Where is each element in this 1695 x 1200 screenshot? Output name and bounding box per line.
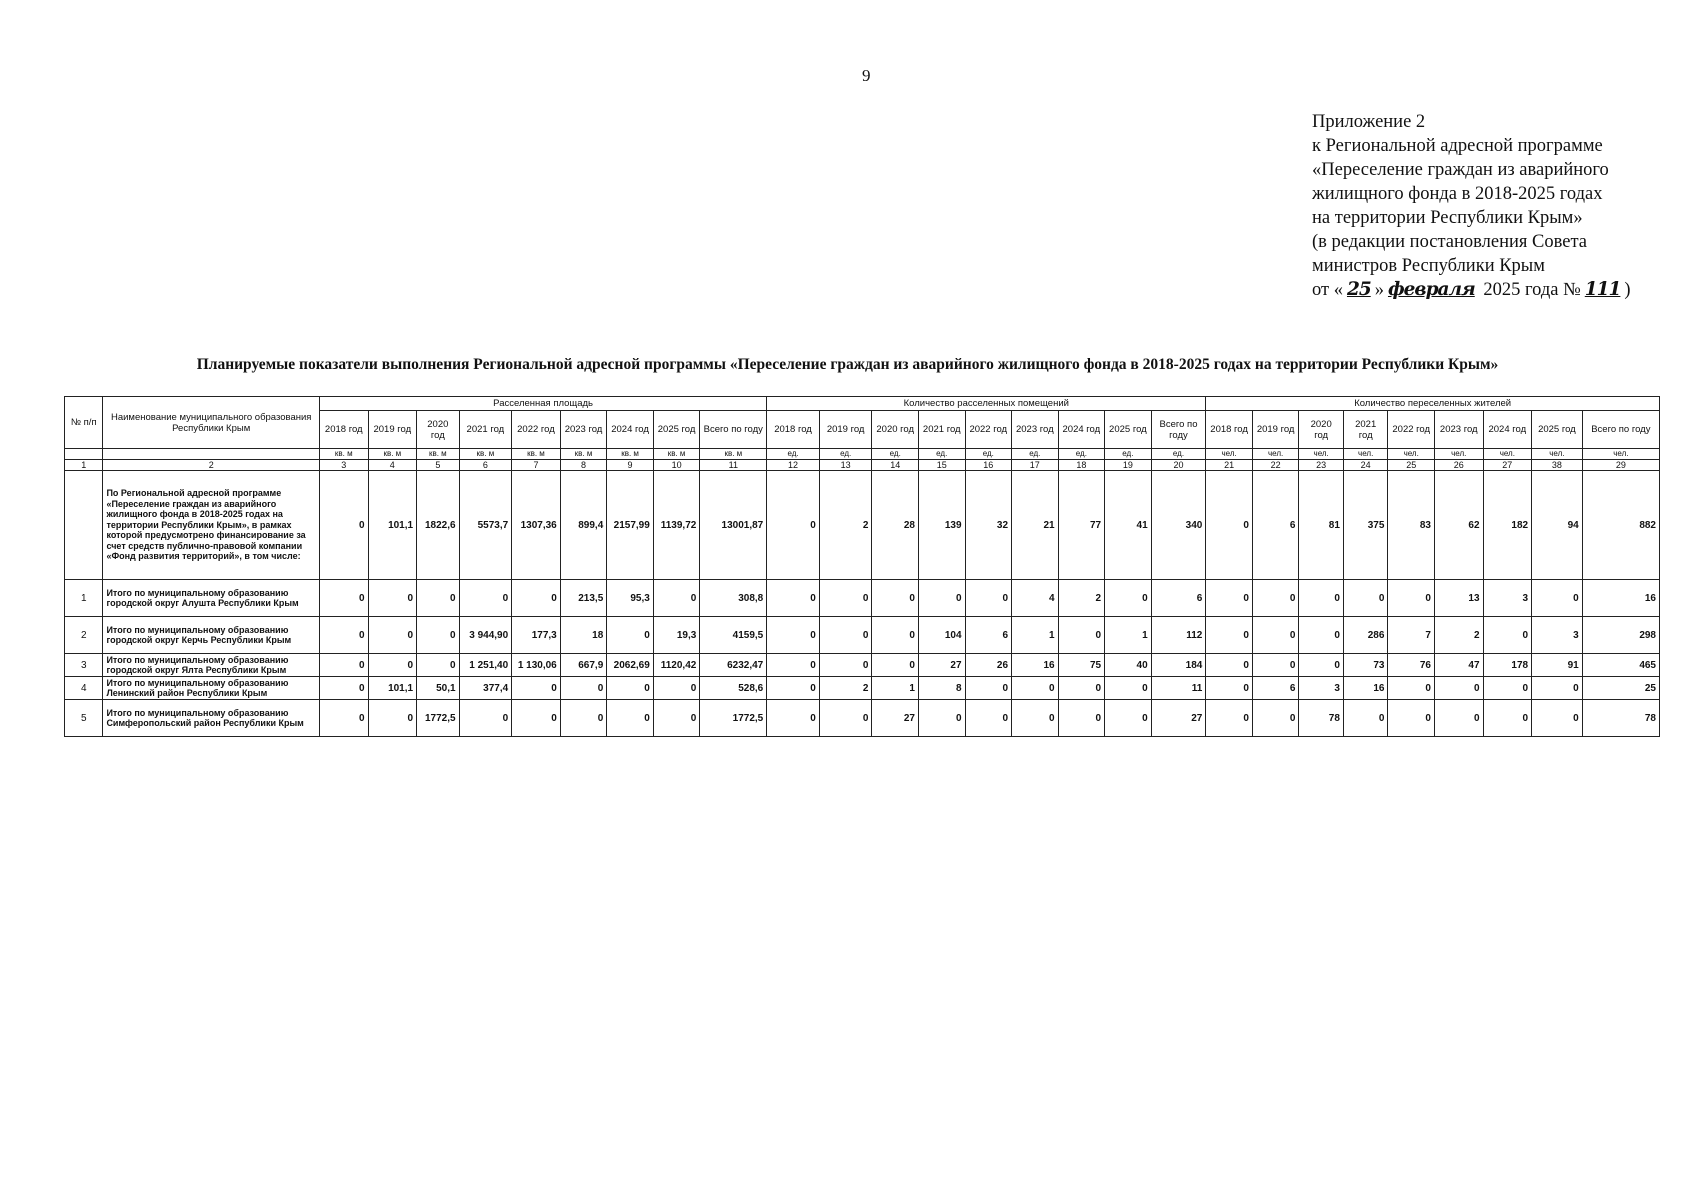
residents-value: 375 [1343,471,1388,580]
area-value: 1772,5 [417,700,459,737]
row-index: 2 [65,617,103,654]
premises-value: 0 [965,700,1012,737]
area-value: 0 [417,654,459,677]
area-value: 0 [319,471,368,580]
column-number-row [65,460,1660,471]
premises-value: 0 [872,580,919,617]
area-value: 0 [368,654,417,677]
residents-value: 0 [1483,677,1532,700]
column-number: 22 [1252,460,1299,471]
year-header: 2025 год [653,411,700,449]
column-number: 24 [1343,460,1388,471]
area-value: 6232,47 [700,654,767,677]
unit-cell: кв. м [700,449,767,460]
area-value: 0 [319,700,368,737]
column-number: 15 [918,460,965,471]
approval-day: 25 [1346,279,1371,300]
residents-value: 0 [1483,617,1532,654]
unit-row [65,449,1660,460]
row-index: 3 [65,654,103,677]
area-value: 0 [607,617,654,654]
unit-cell: чел. [1206,449,1253,460]
premises-value: 32 [965,471,1012,580]
area-value: 0 [368,617,417,654]
unit-cell [65,449,103,460]
residents-value: 0 [1434,677,1483,700]
premises-value: 0 [872,654,919,677]
premises-value: 75 [1058,654,1105,677]
column-number: 9 [607,460,654,471]
residents-value: 0 [1206,580,1253,617]
area-value: 177,3 [512,617,561,654]
residents-value: 83 [1388,471,1435,580]
municipality-name: Итого по муниципальному образованию городской округ Ялта Республики Крым [103,654,320,677]
area-value: 213,5 [560,580,607,617]
unit-cell: кв. м [319,449,368,460]
column-number: 5 [417,460,459,471]
unit-cell: чел. [1299,449,1344,460]
area-value: 2062,69 [607,654,654,677]
municipality-name: Итого по муниципальному образованию городской округ Керчь Республики Крым [103,617,320,654]
appendix-line: к Региональной адресной программе [1312,136,1603,156]
premises-value: 0 [819,580,872,617]
residents-value: 3 [1483,580,1532,617]
residents-value: 0 [1388,580,1435,617]
column-number: 7 [512,460,561,471]
premises-value: 340 [1151,471,1206,580]
group-header-residents: Количество переселенных жителей [1206,397,1660,411]
row-index: 1 [65,580,103,617]
area-value: 1 251,40 [459,654,512,677]
premises-value: 2 [819,677,872,700]
residents-value: 182 [1483,471,1532,580]
area-value: 0 [653,677,700,700]
residents-value: 0 [1388,700,1435,737]
residents-value: 2 [1434,617,1483,654]
unit-cell: ед. [767,449,820,460]
area-value: 1120,42 [653,654,700,677]
year-header: 2022 год [512,411,561,449]
appendix-line: на территории Республики Крым» [1312,208,1583,228]
area-value: 0 [459,700,512,737]
appendix-line: жилищного фонда в 2018-2025 годах [1312,184,1603,204]
premises-value: 2 [819,471,872,580]
residents-value: 0 [1388,677,1435,700]
residents-value: 16 [1343,677,1388,700]
residents-value: 0 [1252,580,1299,617]
residents-value: 0 [1252,700,1299,737]
premises-value: 0 [767,677,820,700]
year-header: 2025 год [1105,411,1152,449]
area-value: 0 [560,677,607,700]
appendix-line: министров Республики Крым [1312,256,1545,276]
unit-cell: кв. м [560,449,607,460]
year-header: 2024 год [1483,411,1532,449]
year-header: 2018 год [319,411,368,449]
premises-value: 0 [965,677,1012,700]
premises-value: 21 [1012,471,1059,580]
premises-value: 16 [1012,654,1059,677]
residents-value: 882 [1582,471,1659,580]
total-header: Всего по году [1151,411,1206,449]
premises-value: 0 [1105,580,1152,617]
table-row [65,654,1660,677]
appendix-line: Приложение 2 [1312,112,1426,132]
premises-value: 77 [1058,471,1105,580]
residents-value: 0 [1206,471,1253,580]
column-number: 1 [65,460,103,471]
year-header: 2019 год [368,411,417,449]
area-value: 0 [653,700,700,737]
premises-value: 1 [1012,617,1059,654]
approval-suffix: ) [1624,280,1631,300]
appendix-line: (в редакции постановления Совета [1312,232,1587,252]
premises-value: 0 [767,471,820,580]
premises-value: 0 [819,654,872,677]
residents-value: 0 [1532,677,1583,700]
area-value: 308,8 [700,580,767,617]
area-value: 1139,72 [653,471,700,580]
municipality-name: Итого по муниципальному образованию городской округ Алушта Республики Крым [103,580,320,617]
header-name: Наименование муниципального образования Республики Крым [103,397,320,449]
unit-cell: ед. [1058,449,1105,460]
appendix-block [1312,110,1631,302]
column-number: 12 [767,460,820,471]
area-value: 1772,5 [700,700,767,737]
residents-value: 0 [1434,700,1483,737]
unit-cell: чел. [1343,449,1388,460]
unit-cell [103,449,320,460]
premises-value: 139 [918,471,965,580]
column-number: 6 [459,460,512,471]
year-header: 2020 год [1299,411,1344,449]
column-number: 2 [103,460,320,471]
residents-value: 94 [1532,471,1583,580]
unit-cell: ед. [872,449,919,460]
premises-value: 0 [767,700,820,737]
premises-value: 27 [872,700,919,737]
year-header: 2023 год [1434,411,1483,449]
premises-value: 1 [872,677,919,700]
residents-value: 0 [1299,580,1344,617]
unit-cell: чел. [1252,449,1299,460]
premises-value: 4 [1012,580,1059,617]
unit-cell: ед. [1151,449,1206,460]
unit-cell: чел. [1388,449,1435,460]
residents-value: 0 [1252,654,1299,677]
area-value: 0 [607,700,654,737]
area-value: 4159,5 [700,617,767,654]
unit-cell: чел. [1582,449,1659,460]
residents-value: 25 [1582,677,1659,700]
area-value: 18 [560,617,607,654]
area-value: 13001,87 [700,471,767,580]
area-value: 2157,99 [607,471,654,580]
column-number: 38 [1532,460,1583,471]
residents-value: 465 [1582,654,1659,677]
approval-prefix: от « [1312,280,1343,300]
row-index [65,471,103,580]
area-value: 1822,6 [417,471,459,580]
group-header-area: Расселенная площадь [319,397,766,411]
residents-value: 0 [1299,654,1344,677]
area-value: 0 [417,580,459,617]
unit-cell: ед. [819,449,872,460]
area-value: 899,4 [560,471,607,580]
residents-value: 0 [1532,580,1583,617]
residents-value: 0 [1206,677,1253,700]
premises-value: 2 [1058,580,1105,617]
year-header: 2019 год [1252,411,1299,449]
residents-value: 0 [1206,700,1253,737]
municipality-name: Итого по муниципальному образованию Симферопольский район Республики Крым [103,700,320,737]
area-value: 0 [417,617,459,654]
unit-cell: ед. [1105,449,1152,460]
area-value: 0 [607,677,654,700]
area-value: 95,3 [607,580,654,617]
area-value: 0 [459,580,512,617]
residents-value: 298 [1582,617,1659,654]
column-number: 13 [819,460,872,471]
year-header: 2018 год [767,411,820,449]
premises-value: 0 [1105,700,1152,737]
year-header: 2023 год [1012,411,1059,449]
residents-value: 3 [1532,617,1583,654]
premises-value: 0 [819,617,872,654]
premises-value: 6 [1151,580,1206,617]
column-number: 17 [1012,460,1059,471]
residents-value: 16 [1582,580,1659,617]
premises-value: 27 [1151,700,1206,737]
residents-value: 73 [1343,654,1388,677]
unit-cell: кв. м [417,449,459,460]
unit-cell: кв. м [512,449,561,460]
indicators-table [64,396,1660,737]
approval-mid: » [1374,280,1384,300]
approval-number: 111 [1584,279,1621,300]
premises-value: 184 [1151,654,1206,677]
column-number: 4 [368,460,417,471]
premises-value: 6 [965,617,1012,654]
unit-cell: чел. [1434,449,1483,460]
premises-value: 40 [1105,654,1152,677]
premises-value: 41 [1105,471,1152,580]
residents-value: 78 [1299,700,1344,737]
residents-value: 62 [1434,471,1483,580]
premises-value: 0 [1058,677,1105,700]
approval-year: 2025 года № [1483,280,1581,300]
unit-cell: кв. м [607,449,654,460]
premises-value: 0 [1105,677,1152,700]
residents-value: 0 [1532,700,1583,737]
approval-month: февраля [1387,279,1475,300]
premises-value: 0 [1012,700,1059,737]
area-value: 667,9 [560,654,607,677]
table-total-row [65,471,1660,580]
unit-cell: кв. м [459,449,512,460]
unit-cell: ед. [965,449,1012,460]
column-number: 8 [560,460,607,471]
appendix-line: «Переселение граждан из аварийного [1312,160,1609,180]
column-number: 16 [965,460,1012,471]
premises-value: 0 [918,700,965,737]
residents-value: 178 [1483,654,1532,677]
year-header: 2024 год [607,411,654,449]
residents-value: 3 [1299,677,1344,700]
column-number: 29 [1582,460,1659,471]
table-row [65,580,1660,617]
premises-value: 28 [872,471,919,580]
table-body [65,471,1660,737]
residents-value: 81 [1299,471,1344,580]
unit-cell: ед. [918,449,965,460]
area-value: 0 [653,580,700,617]
year-header: 2022 год [1388,411,1435,449]
premises-value: 0 [767,654,820,677]
area-value: 50,1 [417,677,459,700]
column-number: 3 [319,460,368,471]
year-header: 2021 год [918,411,965,449]
column-number: 14 [872,460,919,471]
premises-value: 1 [1105,617,1152,654]
residents-value: 286 [1343,617,1388,654]
year-header: 2020 год [872,411,919,449]
residents-value: 0 [1206,617,1253,654]
column-number: 19 [1105,460,1152,471]
unit-cell: чел. [1483,449,1532,460]
column-number: 26 [1434,460,1483,471]
residents-value: 0 [1252,617,1299,654]
premises-value: 0 [918,580,965,617]
unit-cell: ед. [1012,449,1059,460]
premises-value: 0 [767,617,820,654]
table-row [65,700,1660,737]
year-header: 2019 год [819,411,872,449]
year-header: 2021 год [1343,411,1388,449]
area-value: 0 [368,580,417,617]
column-number: 10 [653,460,700,471]
year-header: 2018 год [1206,411,1253,449]
document-title: Планируемые показатели выполнения Региональной адресной программы «Переселение граждан из аварийного жилищного фонда в 2018-2025 годах на территории Республики Крым» [196,356,1499,373]
year-header: 2024 год [1058,411,1105,449]
premises-value: 0 [1058,617,1105,654]
total-header: Всего по году [1582,411,1659,449]
premises-value: 112 [1151,617,1206,654]
premises-value: 0 [965,580,1012,617]
residents-value: 6 [1252,471,1299,580]
municipality-name: Итого по муниципальному образованию Ленинский район Республики Крым [103,677,320,700]
row-index: 5 [65,700,103,737]
header-num: № п/п [65,397,103,449]
premises-value: 27 [918,654,965,677]
residents-value: 91 [1532,654,1583,677]
approval-line [1312,278,1631,302]
premises-value: 0 [872,617,919,654]
residents-value: 7 [1388,617,1435,654]
unit-cell: кв. м [653,449,700,460]
premises-value: 0 [819,700,872,737]
group-header-premises: Количество расселенных помещений [767,397,1206,411]
residents-value: 13 [1434,580,1483,617]
area-value: 3 944,90 [459,617,512,654]
year-header: 2021 год [459,411,512,449]
premises-value: 11 [1151,677,1206,700]
premises-value: 8 [918,677,965,700]
area-value: 528,6 [700,677,767,700]
year-header: 2023 год [560,411,607,449]
municipality-name: По Региональной адресной программе «Переселение граждан из аварийного жилищного фонда в 2018-2025 годах на территории Республики Крым», в рамках которой предусмотрено финансирование за счет средств публично-правовой компании «Фонд развития территорий», в том числе: [103,471,320,580]
area-value: 0 [512,700,561,737]
residents-value: 0 [1483,700,1532,737]
area-value: 0 [319,580,368,617]
area-value: 0 [512,580,561,617]
area-value: 101,1 [368,471,417,580]
year-header: 2022 год [965,411,1012,449]
residents-value: 0 [1343,700,1388,737]
residents-value: 76 [1388,654,1435,677]
area-value: 0 [319,654,368,677]
column-number: 20 [1151,460,1206,471]
residents-value: 6 [1252,677,1299,700]
area-value: 0 [560,700,607,737]
area-value: 19,3 [653,617,700,654]
residents-value: 78 [1582,700,1659,737]
premises-value: 0 [1012,677,1059,700]
unit-cell: чел. [1532,449,1583,460]
column-number: 11 [700,460,767,471]
area-value: 0 [319,617,368,654]
premises-value: 26 [965,654,1012,677]
total-header: Всего по году [700,411,767,449]
area-value: 0 [319,677,368,700]
table-row [65,677,1660,700]
column-number: 25 [1388,460,1435,471]
table-row [65,617,1660,654]
area-value: 1307,36 [512,471,561,580]
column-number: 18 [1058,460,1105,471]
residents-value: 0 [1343,580,1388,617]
area-value: 101,1 [368,677,417,700]
unit-cell: кв. м [368,449,417,460]
premises-value: 0 [1058,700,1105,737]
year-header: 2020 год [417,411,459,449]
area-value: 0 [512,677,561,700]
residents-value: 47 [1434,654,1483,677]
area-value: 5573,7 [459,471,512,580]
area-value: 1 130,06 [512,654,561,677]
residents-value: 0 [1299,617,1344,654]
residents-value: 0 [1206,654,1253,677]
area-value: 377,4 [459,677,512,700]
row-index: 4 [65,677,103,700]
premises-value: 0 [767,580,820,617]
table-head [65,397,1660,471]
year-header: 2025 год [1532,411,1583,449]
premises-value: 104 [918,617,965,654]
column-number: 23 [1299,460,1344,471]
column-number: 21 [1206,460,1253,471]
area-value: 0 [368,700,417,737]
page-number: 9 [862,66,871,85]
column-number: 27 [1483,460,1532,471]
